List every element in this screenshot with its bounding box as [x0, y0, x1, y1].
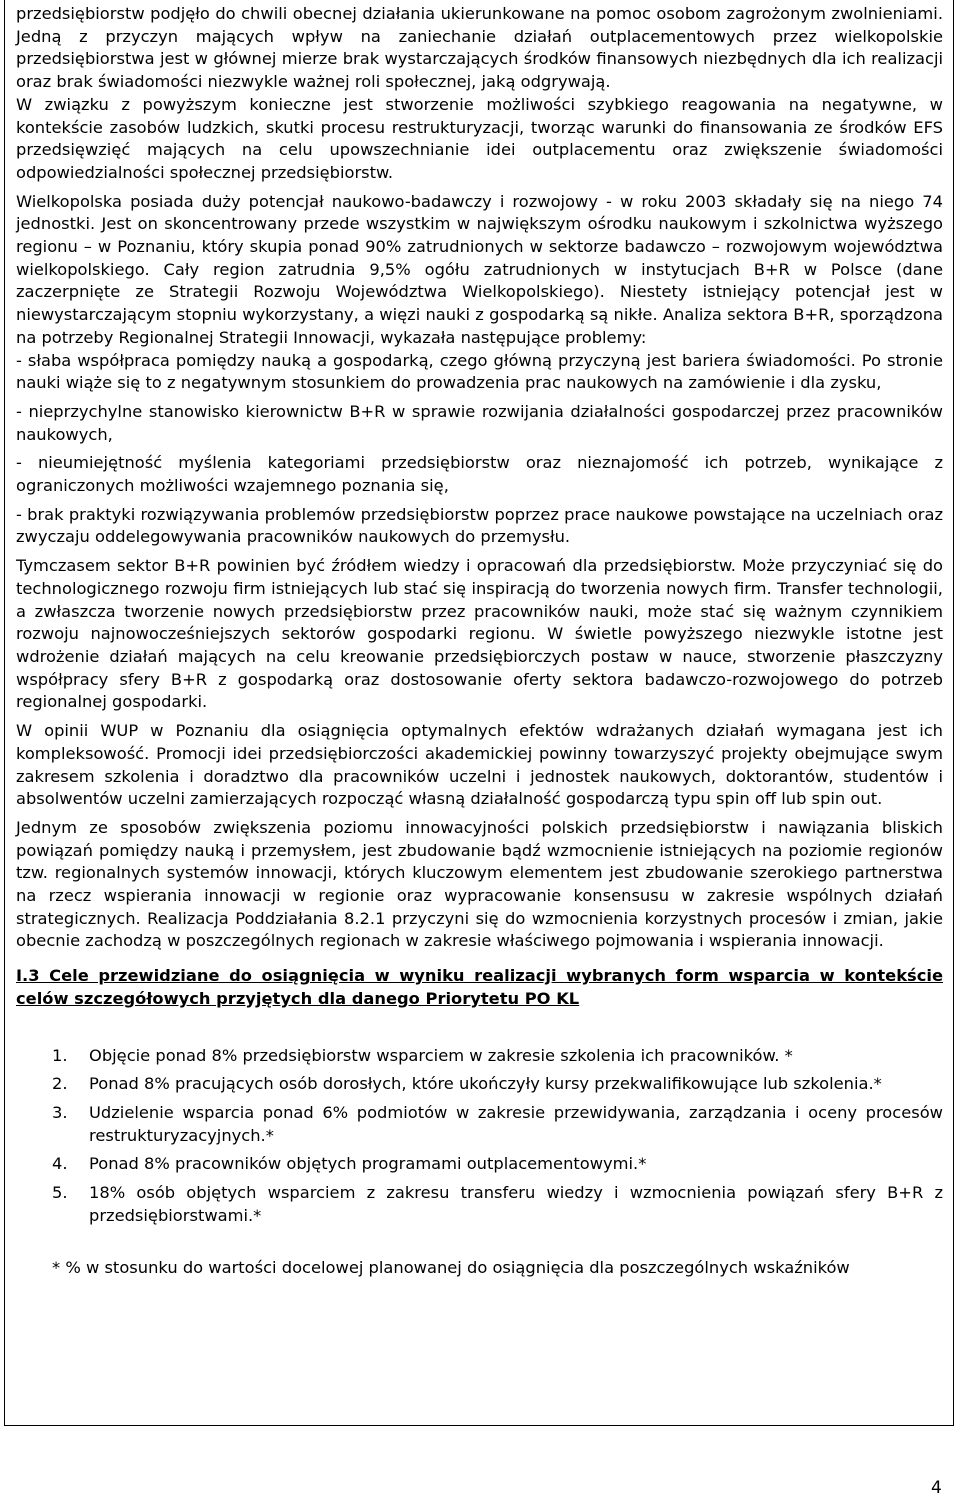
paragraph: przedsiębiorstw podjęło do chwili obecnej działania ukierunkowane na pomoc osobom zagrożonym zwolnieniami. Jedną z przyczyn mających wpływ na zaniechanie działań outplacementowych przez wielkopolskie przedsiębiorstwa jest w głównej mierze brak wystarczających środków finansowych niezbędnych dla ich realizacji oraz brak świadomości niezwykle ważnej roli społecznej, jaką odgrywają. — [16, 4, 943, 92]
list-item-number: 2. — [52, 1074, 68, 1094]
problem-item: - brak praktyki rozwiązywania problemów przedsiębiorstw poprzez prace naukowe powstające na uczelniach oraz zwyczaju oddelegowywania pracowników naukowych do przemysłu. — [16, 504, 943, 547]
list-item-number: 3. — [52, 1102, 68, 1122]
document-body — [16, 3, 943, 1286]
problem-item: - słaba współpraca pomiędzy nauką a gospodarką, czego główną przyczyną jest bariera świadomości. Po stronie nauki wiąże się to z negatywnym stosunkiem do prowadzenia prac naukowych na zamówienie i dla zysku, — [16, 350, 943, 393]
problem-item: - nieprzychylne stanowisko kierownictw B+R w sprawie rozwijania działalności gospodarczej przez pracowników naukowych, — [16, 401, 943, 444]
list-item-text: 18% osób objętych wsparciem z zakresu transferu wiedzy i wzmocnienia powiązań sfery B+R z przedsiębiorstwami.* — [89, 1183, 943, 1225]
list-item — [52, 1073, 943, 1096]
section-heading: I.3 Cele przewidziane do osiągnięcia w wyniku realizacji wybranych form wsparcia w kontekście celów szczegółowych przyjętych dla danego Priorytetu PO KL — [16, 966, 943, 1008]
paragraph: Jednym ze sposobów zwiększenia poziomu innowacyjności polskich przedsiębiorstw i nawiązania bliskich powiązań pomiędzy nauką i przemysłem, jest zbudowanie bądź wzmocnienie istniejących na poziomie regionów tzw. regionalnych systemów innowacji, których kluczowym elementem jest zbudowanie szerokiego partnerstwa na rzecz wspierania innowacji w regionie oraz wypracowanie konsensusu w zakresie wspólnych działań strategicznych. Realizacja Poddziałania 8.2.1 przyczyni się do wzmocnienia korzystnych procesów i zmian, jakie obecnie zachodzą w poszczególnych regionach w zakresie właściwego pojmowania i wspierania innowacji. — [16, 817, 943, 951]
footnote: * % w stosunku do wartości docelowej planowanej do osiągnięcia dla poszczególnych wskaźników — [52, 1258, 850, 1278]
problem-item: - nieumiejętność myślenia kategoriami przedsiębiorstw oraz nieznajomość ich potrzeb, wynikające z ograniczonych możliwości wzajemnego poznania się, — [16, 453, 943, 496]
list-item-number: 4. — [52, 1154, 68, 1174]
paragraph: W związku z powyższym konieczne jest stworzenie możliwości szybkiego reagowania na negatywne, w kontekście zasobów ludzkich, skutki procesu restrukturyzacji, tworząc warunki do finansowania ze środków EFS przedsięwzięć mających na celu upowszechnianie idei outplacementu oraz zwiększenie świadomości odpowiedzialności społecznej przedsiębiorstw. — [16, 94, 943, 182]
list-item — [52, 1045, 943, 1068]
list-item-number: 5. — [52, 1183, 68, 1203]
paragraph: Wielkopolska posiada duży potencjał naukowo-badawczy i rozwojowy - w roku 2003 składały się na niego 74 jednostki. Jest on skoncentrowany przede wszystkim w największym ośrodku naukowym i szkolnictwa wyższego regionu – w Poznaniu, który skupia ponad 90% zatrudnionych w sektorze badawczo – rozwojowym województwa wielkopolskiego. Cały region zatrudnia 9,5% ogółu zatrudnionych w instytucjach B+R w Polsce (dane zaczerpnięte ze Strategii Rozwoju Województwa Wielkopolskiego). Niestety istniejący potencjał jest w niewystarczającym stopniu wykorzystany, a więzi nauki z gospodarką są nikłe. Analiza sektora B+R, sporządzona na potrzeby Regionalnej Strategii Innowacji, wykazała następujące problemy: — [16, 191, 943, 347]
targets-list — [16, 1045, 943, 1228]
list-item-number: 1. — [52, 1045, 68, 1065]
list-item-text: Ponad 8% pracowników objętych programami outplacementowymi.* — [89, 1154, 647, 1174]
paragraph: W opinii WUP w Poznaniu dla osiągnięcia optymalnych efektów wdrażanych działań wymagana jest ich kompleksowość. Promocji idei przedsiębiorczości akademickiej powinny towarzyszyć projekty obejmujące swym zakresem szkolenia i doradztwo dla pracowników uczelni i jednostek naukowych, doktorantów, studentów i absolwentów uczelni zamierzających rozpocząć własną działalność gospodarczą typu spin off lub spin out. — [16, 721, 943, 809]
list-item — [52, 1102, 943, 1147]
page-number: 4 — [931, 1478, 942, 1498]
list-item-text: Udzielenie wsparcia ponad 6% podmiotów w zakresie przewidywania, zarządzania i oceny procesów restrukturyzacyjnych.* — [89, 1102, 943, 1145]
list-item — [52, 1182, 943, 1227]
paragraph: Tymczasem sektor B+R powinien być źródłem wiedzy i opracowań dla przedsiębiorstw. Może przyczyniać się do technologicznego rozwoju firm istniejących lub stać się inspiracją do tworzenia nowych firm. Transfer technologii, a zwłaszcza tworzenie nowych przedsiębiorstw przez pracowników nauki, może stać się ważnym czynnikiem rozwoju najnowocześniejszych sektorów gospodarki regionu. W świetle powyższego niezwykle istotne jest wdrożenie działań mających na celu kreowanie przedsiębiorczych postaw w nauce, stworzenie płaszczyzny współpracy sfery B+R z gospodarką oraz dostosowanie oferty sektora badawczo-rozwojowego do potrzeb regionalnej gospodarki. — [16, 556, 943, 712]
list-item-text: Objęcie ponad 8% przedsiębiorstw wsparciem w zakresie szkolenia ich pracowników. * — [89, 1045, 793, 1065]
list-item-text: Ponad 8% pracujących osób dorosłych, które ukończyły kursy przekwalifikowujące lub szkolenia.* — [89, 1074, 882, 1094]
list-item — [52, 1153, 943, 1176]
